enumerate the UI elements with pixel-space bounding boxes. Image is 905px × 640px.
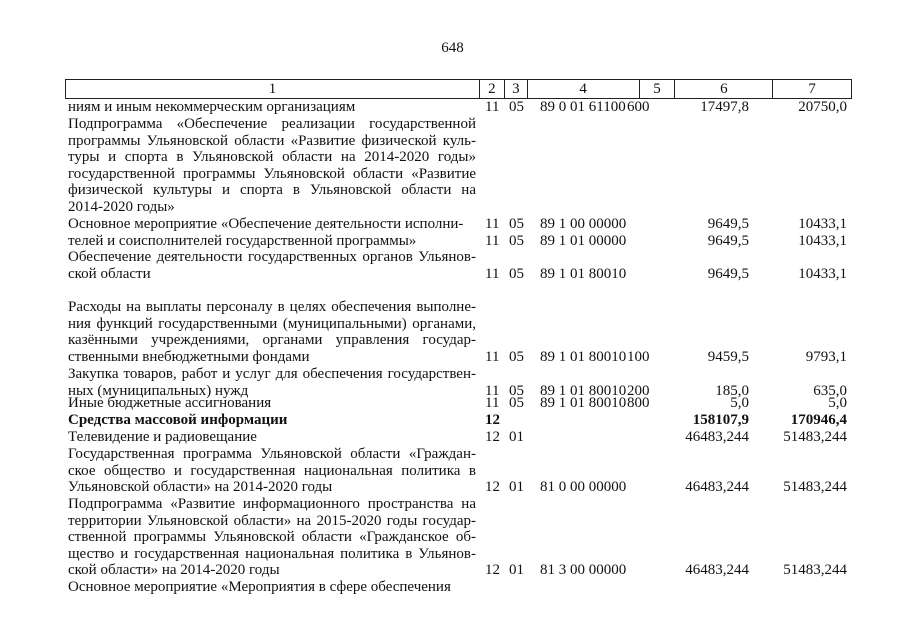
cell-c2: 11 bbox=[485, 348, 500, 365]
description-line: казёнными учреждениями, органами управления государ- bbox=[68, 332, 476, 349]
cell-c2: 11 bbox=[485, 233, 500, 249]
header-col-3: 3 bbox=[505, 80, 528, 98]
cell-c7: 5,0 bbox=[828, 395, 847, 411]
cell-c2: 12 bbox=[485, 562, 500, 579]
description-line: ственными внебюджетными фондами bbox=[68, 348, 310, 365]
description-line: Ульяновской области» на 2014-2020 годы bbox=[68, 479, 333, 496]
description-line: государственной программы Ульяновской области «Развитие bbox=[68, 165, 476, 182]
header-col-1: 1 bbox=[66, 80, 480, 98]
cell-c3: 05 bbox=[509, 216, 524, 232]
description-line: Государственная программа Ульяновской области «Граждан- bbox=[68, 446, 476, 462]
cell-c7: 51483,244 bbox=[783, 562, 847, 579]
description-line: 2014-2020 годы» bbox=[68, 198, 175, 215]
description-line: Обеспечение деятельности государственных органов Ульянов- bbox=[68, 249, 476, 265]
cell-c6: 185,0 bbox=[715, 382, 749, 399]
description-line: Средства массовой информации bbox=[68, 412, 288, 428]
cell-c6: 46483,244 bbox=[685, 479, 749, 496]
header-col-4: 4 bbox=[528, 80, 640, 98]
cell-c6: 17497,8 bbox=[700, 99, 749, 115]
cell-c7: 51483,244 bbox=[783, 479, 847, 496]
description-line: Расходы на выплаты персоналу в целях обеспечения выполне- bbox=[68, 299, 476, 315]
row-description bbox=[68, 99, 476, 116]
cell-c3: 01 bbox=[509, 429, 524, 445]
cell-c5: 600 bbox=[627, 99, 650, 115]
header-col-5: 5 bbox=[640, 80, 676, 98]
description-line: ниям и иным некоммерческим организациям bbox=[68, 99, 356, 115]
cell-c5: 100 bbox=[627, 348, 650, 365]
row-description bbox=[68, 395, 476, 412]
row-description bbox=[68, 116, 476, 216]
cell-c7: 10433,1 bbox=[798, 265, 847, 282]
cell-c4: 81 3 00 00000 bbox=[540, 562, 627, 579]
description-line: ных (муниципальных) нужд bbox=[68, 382, 249, 399]
page-number: 648 bbox=[441, 40, 464, 56]
row-description bbox=[68, 429, 476, 446]
cell-c6: 158107,9 bbox=[692, 412, 749, 428]
row-description bbox=[68, 446, 476, 496]
cell-c7: 10433,1 bbox=[798, 233, 847, 249]
description-line: ния функций государственными (муниципальными) органами, bbox=[68, 315, 476, 332]
cell-c7: 170946,4 bbox=[790, 412, 847, 428]
cell-c4: 89 1 01 80010 bbox=[540, 395, 627, 411]
cell-c2: 12 bbox=[485, 412, 500, 428]
cell-c7: 20750,0 bbox=[798, 99, 847, 115]
description-line: щество и государственная национальная политика в Ульянов- bbox=[68, 545, 476, 562]
description-line: Подпрограмма «Обеспечение реализации государственной bbox=[68, 116, 476, 132]
description-line: Закупка товаров, работ и услуг для обеспечения государствен- bbox=[68, 366, 476, 382]
description-line: Основное мероприятие «Мероприятия в сфере обеспечения bbox=[68, 579, 451, 595]
description-line: ской области bbox=[68, 265, 151, 282]
table-header bbox=[65, 79, 852, 99]
cell-c3: 05 bbox=[509, 395, 524, 411]
cell-c4: 89 1 01 00000 bbox=[540, 233, 627, 249]
description-line: туры и спорта в Ульяновской области на 2014-2020 годы» bbox=[68, 149, 476, 166]
row-description bbox=[68, 299, 476, 365]
cell-c6: 46483,244 bbox=[685, 429, 749, 445]
cell-c7: 635,0 bbox=[813, 382, 847, 399]
cell-c2: 11 bbox=[485, 395, 500, 411]
cell-c2: 11 bbox=[485, 99, 500, 115]
description-line: Иные бюджетные ассигнования bbox=[68, 395, 272, 411]
cell-c3: 05 bbox=[509, 382, 524, 399]
description-line: программы Ульяновской области «Развитие физической куль- bbox=[68, 132, 476, 149]
header-col-6: 6 bbox=[675, 80, 773, 98]
cell-c4: 89 0 01 61100 bbox=[540, 99, 626, 115]
description-line: ской области» на 2014-2020 годы bbox=[68, 562, 280, 579]
cell-c6: 9459,5 bbox=[707, 348, 749, 365]
cell-c4: 89 1 01 80010 bbox=[540, 265, 627, 282]
header-col-7: 7 bbox=[808, 81, 816, 97]
row-description bbox=[68, 579, 476, 596]
row-description bbox=[68, 412, 476, 429]
cell-c3: 05 bbox=[509, 233, 524, 249]
cell-c2: 11 bbox=[485, 265, 500, 282]
cell-c6: 9649,5 bbox=[707, 265, 749, 282]
cell-c5: 200 bbox=[627, 382, 650, 399]
cell-c2: 12 bbox=[485, 429, 500, 445]
description-line: ское общество и государственная национальная политика в bbox=[68, 462, 476, 479]
description-line: Телевидение и радиовещание bbox=[68, 429, 257, 445]
cell-c6: 9649,5 bbox=[707, 216, 749, 232]
cell-c6: 46483,244 bbox=[685, 562, 749, 579]
description-line: территории Ульяновской области» на 2015-2020 годы государ- bbox=[68, 512, 476, 529]
description-line: ственной программы Ульяновской области «Гражданское об- bbox=[68, 529, 476, 546]
cell-c3: 05 bbox=[509, 348, 524, 365]
description-line: физической культуры и спорта в Ульяновской области на bbox=[68, 182, 476, 199]
cell-c3: 01 bbox=[509, 562, 524, 579]
cell-c4: 89 1 00 00000 bbox=[540, 216, 627, 232]
row-description bbox=[68, 496, 476, 579]
cell-c6: 9649,5 bbox=[707, 233, 749, 249]
header-col-2: 2 bbox=[480, 80, 505, 98]
cell-c6: 5,0 bbox=[730, 395, 749, 411]
cell-c2: 12 bbox=[485, 479, 500, 496]
cell-c3: 05 bbox=[509, 265, 524, 282]
cell-c5: 800 bbox=[627, 395, 650, 411]
description-line: Подпрограмма «Развитие информационного пространства на bbox=[68, 496, 476, 512]
cell-c4: 89 1 01 80010 bbox=[540, 382, 627, 399]
description-line: Основное мероприятие «Обеспечение деятельности исполни- bbox=[68, 216, 464, 232]
cell-c7: 51483,244 bbox=[783, 429, 847, 445]
row-description bbox=[68, 216, 476, 233]
row-description bbox=[68, 249, 476, 282]
cell-c2: 11 bbox=[485, 382, 500, 399]
cell-c2: 11 bbox=[485, 216, 500, 232]
cell-c7: 9793,1 bbox=[805, 348, 847, 365]
cell-c4: 81 0 00 00000 bbox=[540, 479, 627, 496]
cell-c3: 01 bbox=[509, 479, 524, 496]
cell-c3: 05 bbox=[509, 99, 524, 115]
row-description bbox=[68, 233, 476, 250]
cell-c7: 10433,1 bbox=[798, 216, 847, 232]
description-line: телей и соисполнителей государственной программы» bbox=[68, 233, 417, 249]
cell-c4: 89 1 01 80010 bbox=[540, 348, 627, 365]
